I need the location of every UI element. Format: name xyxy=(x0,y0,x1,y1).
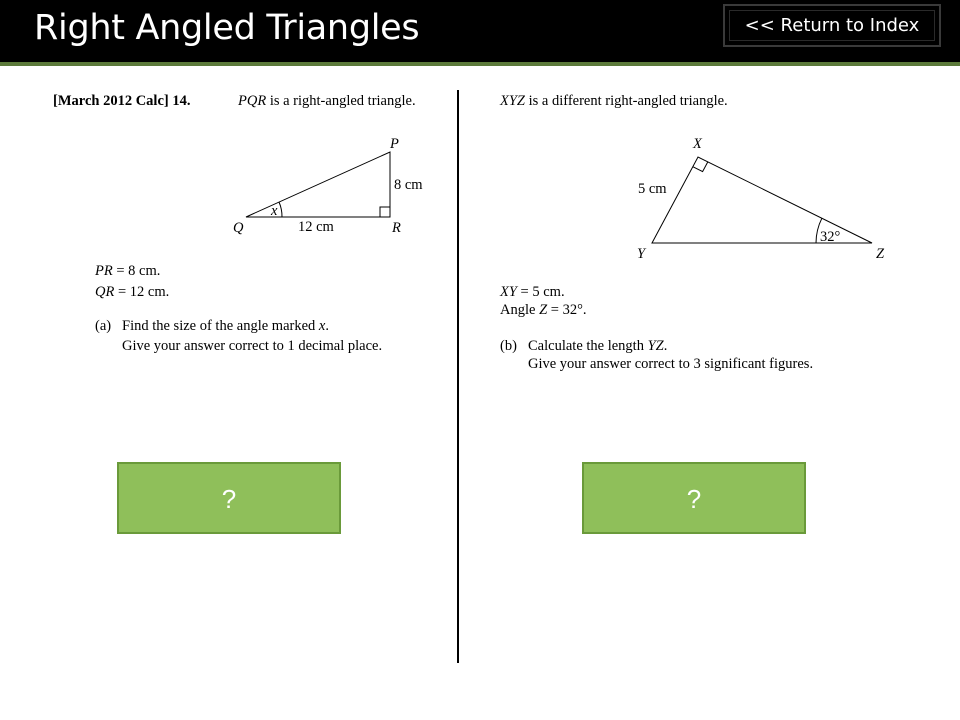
question-b-intro xyxy=(500,93,728,109)
given-qr-var: QR xyxy=(95,284,115,300)
part-b-accuracy: Give your answer correct to 3 significant figures. xyxy=(528,356,814,372)
vertex-z-label: Z xyxy=(876,246,885,262)
given-xy-value: = 5 cm. xyxy=(516,284,565,300)
vertex-y-label: Y xyxy=(637,246,646,262)
given-angle-prefix: Angle xyxy=(500,302,540,318)
intro-text: is a right-angled triangle. xyxy=(266,93,416,109)
part-b-text: Calculate the length xyxy=(528,338,648,354)
vertex-p-label: P xyxy=(390,136,399,152)
part-a-text: Find the size of the angle marked xyxy=(122,318,319,334)
triangle-pqr xyxy=(246,152,390,217)
given-pr-value: = 8 cm. xyxy=(112,263,161,279)
intro-text-b: is a different right-angled triangle. xyxy=(525,93,728,109)
part-b-end: . xyxy=(663,338,668,354)
given-pr-var: PR xyxy=(95,263,113,279)
answer-a-label: ? xyxy=(221,484,237,514)
given-qr xyxy=(95,284,169,300)
part-b-label: (b) xyxy=(500,338,517,354)
part-a-label: (a) xyxy=(95,318,112,334)
given-angle-z xyxy=(500,302,587,318)
given-angle-value: = 32°. xyxy=(547,302,587,318)
question-source: [March 2012 Calc] 14. xyxy=(53,93,191,109)
side-pr-label: 8 cm xyxy=(394,177,423,193)
vertex-x-label: X xyxy=(693,136,702,152)
answer-a-button[interactable] xyxy=(117,462,341,534)
vertex-r-label: R xyxy=(392,220,401,236)
part-a-var: x xyxy=(318,318,326,334)
angle-arc-x xyxy=(279,202,282,217)
side-xy-label: 5 cm xyxy=(638,181,667,197)
given-qr-value: = 12 cm. xyxy=(114,284,170,300)
angle-z-label: 32° xyxy=(820,229,841,245)
part-a-accuracy: Give your answer correct to 1 decimal place. xyxy=(122,338,383,354)
return-to-index-label: << Return to Index xyxy=(744,15,920,36)
side-qr-label: 12 cm xyxy=(298,219,334,235)
page-title: Right Angled Triangles xyxy=(34,8,420,48)
given-xy xyxy=(500,284,565,300)
triangle-name: PQR xyxy=(238,93,267,109)
given-angle-var: Z xyxy=(539,302,548,318)
answer-b-label: ? xyxy=(686,484,702,514)
given-xy-var: XY xyxy=(500,284,517,300)
part-b-instruction xyxy=(528,338,667,354)
right-angle-marker-r xyxy=(380,207,390,217)
answer-b-button[interactable] xyxy=(582,462,806,534)
part-b-var: YZ xyxy=(647,338,664,354)
part-a-end: . xyxy=(325,318,329,334)
triangle-name-b: XYZ xyxy=(500,93,525,109)
angle-x-label: x xyxy=(271,203,278,219)
given-pr xyxy=(95,263,160,279)
part-a-instruction xyxy=(122,318,329,334)
vertex-q-label: Q xyxy=(233,220,244,236)
